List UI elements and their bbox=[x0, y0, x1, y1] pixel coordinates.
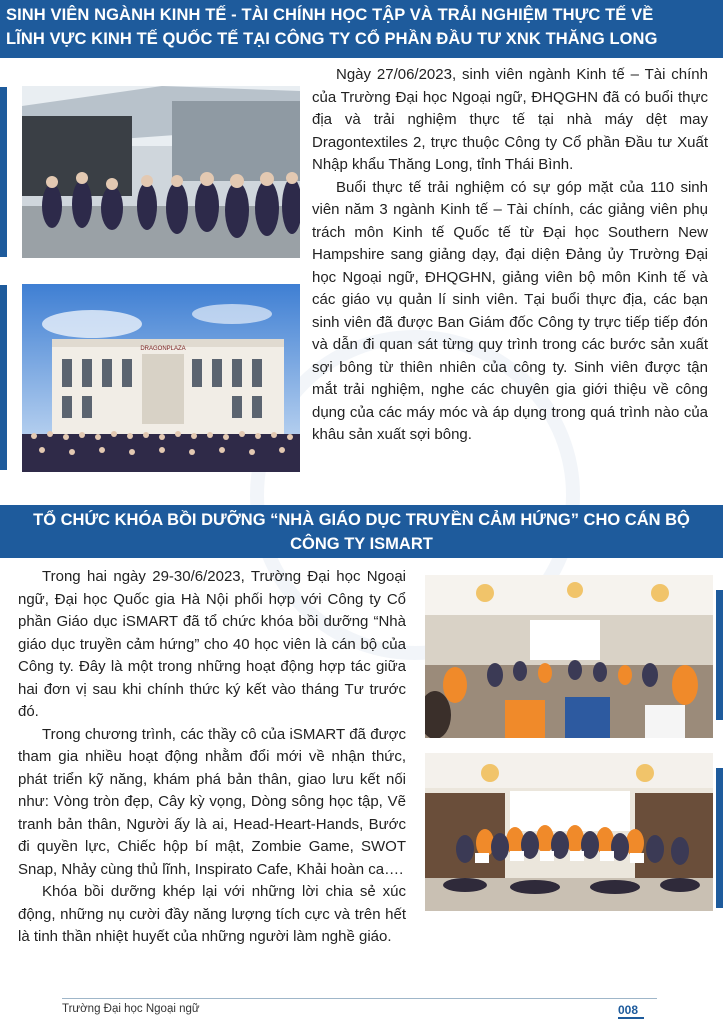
section1-title-banner bbox=[0, 0, 723, 58]
page-number: 008 bbox=[618, 1003, 639, 1017]
section2-paragraph-3: Khóa bồi dưỡng khép lại với những lời chia sẻ xúc động, những nụ cười đầy năng lượng tích cực và trên hết là tinh thần nhiệt huyết của những người làm nghề giáo. bbox=[18, 883, 406, 945]
section1-article bbox=[312, 64, 708, 447]
section2-title-banner bbox=[0, 505, 723, 558]
footer-divider bbox=[62, 998, 657, 999]
photo-dragonplaza-building bbox=[22, 284, 300, 472]
photo3-accent-bar bbox=[716, 590, 723, 720]
photo4-accent-bar bbox=[716, 768, 723, 908]
building-sign: DRAGONPLAZA bbox=[140, 346, 186, 352]
section2-title-line1: TỔ CHỨC KHÓA BỒI DƯỠNG “NHÀ GIÁO DỤC TRUYỀN CẢM HỨNG” CHO CÁN BỘ bbox=[33, 511, 690, 529]
footer-school-name: Trường Đại học Ngoại ngữ bbox=[62, 1003, 200, 1015]
photo-group-certificates bbox=[425, 753, 713, 911]
section2-article bbox=[18, 566, 406, 949]
page-number-underline bbox=[618, 1017, 644, 1019]
section2-paragraph-1: Trong hai ngày 29-30/6/2023, Trường Đại học Ngoại ngữ, Đại học Quốc gia Hà Nội phối hợp với Công ty Cổ phần Giáo dục iSMART đã tổ chức khóa bồi dưỡng “Nhà giáo dục truyền cảm hứng” cho 40 học viên là cán bộ của Công ty. Đây là một trong những hoạt động hợp tác giữa hai đơn vị sau khi chính thức ký kết vào tháng Tư trước đó. bbox=[18, 568, 406, 720]
section2-title-line2: CÔNG TY ISMART bbox=[290, 535, 433, 553]
photo1-accent-bar bbox=[0, 87, 7, 257]
section2-paragraph-2: Trong chương trình, các thầy cô của iSMART đã được tham gia nhiều hoạt động nhằm đổi mới về nhận thức, phát triển kỹ năng, khám phá bản thân, giao lưu kết nối như: Vòng tròn đẹp, Cây kỳ vọng, Dòng sông học tập, Vẽ tranh bản thân, Người ấy là ai, Head-Heart-Hands, Bước đi quyền lực, Chiếc hộp bí mật, Zombie Game, SWOT Snap, Nhảy cùng thủ lĩnh, Inspirato Cafe, Khải hoàn ca…. bbox=[18, 725, 406, 878]
section1-title-line2: LĨNH VỰC KINH TẾ QUỐC TẾ TẠI CÔNG TY CỔ PHẦN ĐẦU TƯ XNK THĂNG LONG bbox=[6, 30, 658, 48]
section1-title-line1: SINH VIÊN NGÀNH KINH TẾ - TÀI CHÍNH HỌC TẬP VÀ TRẢI NGHIỆM THỰC TẾ VỀ bbox=[6, 6, 654, 24]
section1-paragraph-1: Ngày 27/06/2023, sinh viên ngành Kinh tế – Tài chính của Trường Đại học Ngoại ngữ, ĐHQGHN đã có buổi thực địa và trải nghiệm thực tế tại nhà máy dệt may Dragontextiles 2, trực thuộc Công ty Cổ phần Đầu tư Xuất Nhập khẩu Thăng Long, tỉnh Thái Bình. bbox=[312, 66, 708, 173]
section1-paragraph-2: Buổi thực tế trải nghiệm có sự góp mặt của 110 sinh viên năm 3 ngành Kinh tế – Tài chính, các giảng viên phụ trách môn Kinh tế Quốc tế từ Đại học Southern New Hampshire sang giảng dạy, đại diện Đảng ủy Trường Đại học Ngoại ngữ, ĐHQGHN, giảng viên bộ môn Kinh tế và các giáo vụ quản lí sinh viên. Tại buổi thực địa, các bạn sinh viên đã được Ban Giám đốc Công ty trực tiếp tiếp đón và dẫn đi quan sát từng quy trình trong các bước sản xuất sợi bông từ thiên nhiên của công ty. Sinh viên được tận mắt trải nghiệm, nghe các chuyên gia giới thiệu về công dụng của các máy móc và áp dụng trong quá trình nào của khâu sản xuất sợi bông. bbox=[312, 178, 708, 443]
photo-circle-activity bbox=[425, 575, 713, 738]
photo-factory-group bbox=[22, 86, 300, 258]
photo2-accent-bar bbox=[0, 285, 7, 470]
